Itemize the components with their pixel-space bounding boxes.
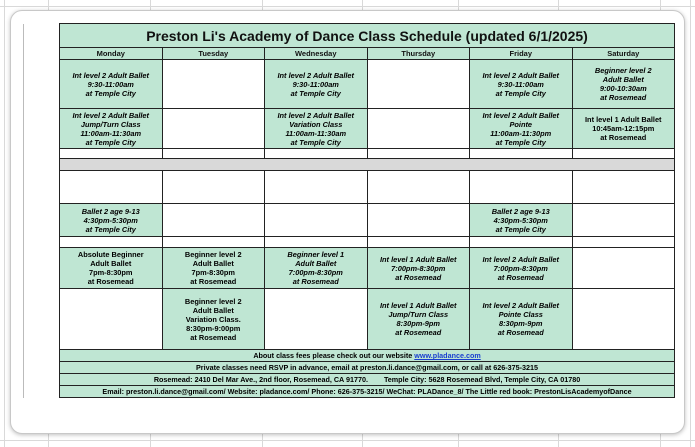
class-line: Int level 2 Adult Ballet — [482, 70, 560, 80]
class-line: at Rosemead — [190, 277, 237, 286]
day-header-wednesday: Wednesday — [265, 48, 368, 60]
class-line: Absolute Beginner — [77, 250, 144, 259]
empty-cell — [572, 149, 675, 159]
empty-cell — [572, 248, 675, 289]
empty-cell — [572, 171, 675, 204]
class-line: Int level 2 Adult Ballet — [277, 70, 355, 80]
class-line: Adult Ballet — [192, 259, 234, 268]
empty-cell — [367, 109, 470, 149]
class-cell — [470, 109, 573, 149]
class-cell — [265, 109, 368, 149]
class-line: Beginner level 1 — [287, 250, 345, 259]
class-line: Jump/Turn Class — [80, 119, 141, 129]
class-line: 7pm-8:30pm — [191, 268, 236, 277]
class-line: Ballet 2 age 9-13 — [491, 206, 550, 216]
class-cell — [162, 289, 265, 350]
row-gutter — [24, 248, 60, 289]
row-gutter — [24, 386, 60, 398]
day-header-friday: Friday — [470, 48, 573, 60]
empty-cell — [162, 204, 265, 237]
class-line: Adult Ballet — [295, 259, 337, 268]
class-line: Adult Ballet — [192, 305, 234, 315]
section-separator — [60, 159, 675, 171]
empty-cell — [367, 60, 470, 109]
empty-cell — [470, 171, 573, 204]
class-line: at Temple City — [495, 137, 546, 147]
row-gutter — [24, 159, 60, 171]
class-cell — [60, 248, 163, 289]
empty-cell — [60, 171, 163, 204]
empty-cell — [60, 149, 163, 159]
class-line: Variation Class — [289, 119, 343, 129]
class-line: Ballet 2 age 9-13 — [81, 206, 140, 216]
class-cell — [60, 60, 163, 109]
empty-cell — [162, 109, 265, 149]
row-gutter — [24, 109, 60, 149]
empty-cell — [265, 171, 368, 204]
class-line: Adult Ballet — [602, 75, 644, 84]
class-cell — [572, 109, 675, 149]
class-line: 10:45am-12:15pm — [592, 124, 655, 133]
row-gutter — [24, 374, 60, 386]
row-gutter — [24, 171, 60, 204]
class-line: 9:30-11:00am — [87, 79, 134, 89]
temple-city-address: Temple City: 5628 Rosemead Blvd, Temple City, CA 01780 — [383, 375, 581, 384]
class-line: Int level 1 Adult Ballet — [379, 301, 457, 310]
empty-cell — [572, 204, 675, 237]
class-line: at Rosemead — [190, 332, 237, 342]
class-cell — [162, 248, 265, 289]
class-cell — [265, 248, 368, 289]
empty-cell — [162, 149, 265, 159]
class-line: at Rosemead — [497, 328, 544, 337]
empty-cell — [572, 289, 675, 350]
class-cell — [60, 204, 163, 237]
rosemead-address: Rosemead: 2410 Del Mar Ave., 2nd floor, Rosemead, CA 91770. — [153, 375, 368, 384]
class-cell — [470, 248, 573, 289]
class-line: Beginner level 2 — [594, 66, 652, 75]
empty-cell — [367, 204, 470, 237]
class-cell — [265, 60, 368, 109]
empty-cell — [470, 237, 573, 248]
class-line: at Temple City — [290, 88, 341, 98]
class-line: 7:00pm-8:30pm — [391, 263, 446, 273]
row-gutter — [24, 350, 60, 362]
class-line: 9:30-11:00am — [292, 79, 339, 89]
class-line: at Rosemead — [292, 277, 339, 286]
class-line: at Rosemead — [87, 277, 134, 286]
class-line: Int level 2 Adult Ballet — [72, 110, 150, 120]
day-header-saturday: Saturday — [572, 48, 675, 60]
class-line: 8:30pm-9:00pm — [186, 323, 241, 333]
class-line: at Rosemead — [395, 328, 442, 337]
empty-cell — [162, 237, 265, 248]
class-line: Adult Ballet — [90, 259, 132, 268]
class-line: 4:30pm-5:30pm — [493, 215, 548, 225]
contact-info: Email: preston.li.dance@gmail.com/ Website: pladance.com/ Phone: 626-375-3215/ WeChat: PLADance_8/ The Little red book: PrestonLisAcademyofDance — [60, 386, 675, 398]
class-line: at Temple City — [85, 88, 136, 98]
row-gutter — [24, 237, 60, 248]
row-gutter — [24, 149, 60, 159]
empty-cell — [367, 149, 470, 159]
empty-cell — [60, 237, 163, 248]
class-line: Int level 1 Adult Ballet — [585, 115, 662, 124]
grid-line — [690, 0, 691, 447]
website-link[interactable]: www.pladance.com — [414, 351, 481, 360]
class-line: at Temple City — [495, 224, 546, 234]
class-cell — [367, 248, 470, 289]
empty-cell — [367, 237, 470, 248]
class-cell — [572, 60, 675, 109]
empty-cell — [162, 171, 265, 204]
empty-cell — [470, 149, 573, 159]
class-line: Int level 2 Adult Ballet — [72, 70, 150, 80]
class-line: at Rosemead — [395, 272, 442, 282]
class-line: 8:30pm-9pm — [498, 319, 543, 328]
empty-cell — [265, 237, 368, 248]
class-line: Int level 1 Adult Ballet — [379, 254, 457, 264]
class-line: at Temple City — [290, 137, 341, 147]
class-line: 7:00pm-8:30pm — [493, 263, 548, 273]
class-cell — [470, 60, 573, 109]
schedule-card — [10, 10, 685, 434]
class-line: at Temple City — [85, 137, 136, 147]
grid-line — [4, 0, 5, 447]
row-gutter — [24, 24, 60, 48]
row-gutter — [24, 204, 60, 237]
row-gutter — [24, 289, 60, 350]
empty-cell — [265, 204, 368, 237]
page-title: Preston Li's Academy of Dance Class Schedule (updated 6/1/2025) — [60, 24, 675, 48]
class-line: Int level 2 Adult Ballet — [482, 301, 560, 310]
class-line: Pointe Class — [498, 310, 543, 319]
class-cell — [367, 289, 470, 350]
class-line: Pointe — [509, 119, 533, 129]
class-line: at Rosemead — [600, 133, 647, 142]
empty-cell — [265, 149, 368, 159]
class-line: Jump/Turn Class — [388, 310, 449, 319]
class-line: Int level 2 Adult Ballet — [482, 254, 560, 264]
grid-line — [0, 6, 695, 7]
class-line: at Temple City — [495, 88, 546, 98]
row-gutter — [24, 60, 60, 109]
empty-cell — [162, 60, 265, 109]
class-line: at Rosemead — [600, 93, 647, 102]
class-line: 4:30pm-5:30pm — [83, 215, 138, 225]
fees-text: About class fees please check out our website — [253, 351, 415, 360]
row-gutter — [24, 362, 60, 374]
class-cell — [470, 204, 573, 237]
empty-cell — [367, 171, 470, 204]
class-line: Beginner level 2 — [184, 250, 242, 259]
schedule-table — [23, 23, 675, 398]
day-header-tuesday: Tuesday — [162, 48, 265, 60]
class-line: 9:00-10:30am — [599, 84, 647, 93]
address-info — [60, 374, 675, 386]
class-cell — [470, 289, 573, 350]
empty-cell — [60, 289, 163, 350]
class-line: 11:00am-11:30pm — [490, 128, 552, 138]
class-line: at Temple City — [85, 224, 136, 234]
class-cell — [60, 109, 163, 149]
class-line: at Rosemead — [497, 272, 544, 282]
fees-info — [60, 350, 675, 362]
class-line: 11:00am-11:30am — [285, 128, 347, 138]
class-line: 8:30pm-9pm — [396, 319, 441, 328]
class-line: 11:00am-11:30am — [80, 128, 142, 138]
class-line: Beginner level 2 — [184, 296, 242, 306]
day-header-monday: Monday — [60, 48, 163, 60]
class-line: 9:30-11:00am — [497, 79, 544, 89]
day-header-thursday: Thursday — [367, 48, 470, 60]
grid-line — [0, 440, 695, 441]
empty-cell — [265, 289, 368, 350]
class-line: 7:00pm-8:30pm — [288, 268, 343, 277]
class-line: Int level 2 Adult Ballet — [482, 110, 560, 120]
row-gutter — [24, 48, 60, 60]
rsvp-info: Private classes need RSVP in advance, email at preston.li.dance@gmail.com, or call at 626-375-3215 — [60, 362, 675, 374]
empty-cell — [572, 237, 675, 248]
class-line: Int level 2 Adult Ballet — [277, 110, 355, 120]
class-line: Variation Class. — [185, 314, 241, 324]
class-line: 7pm-8:30pm — [88, 268, 133, 277]
